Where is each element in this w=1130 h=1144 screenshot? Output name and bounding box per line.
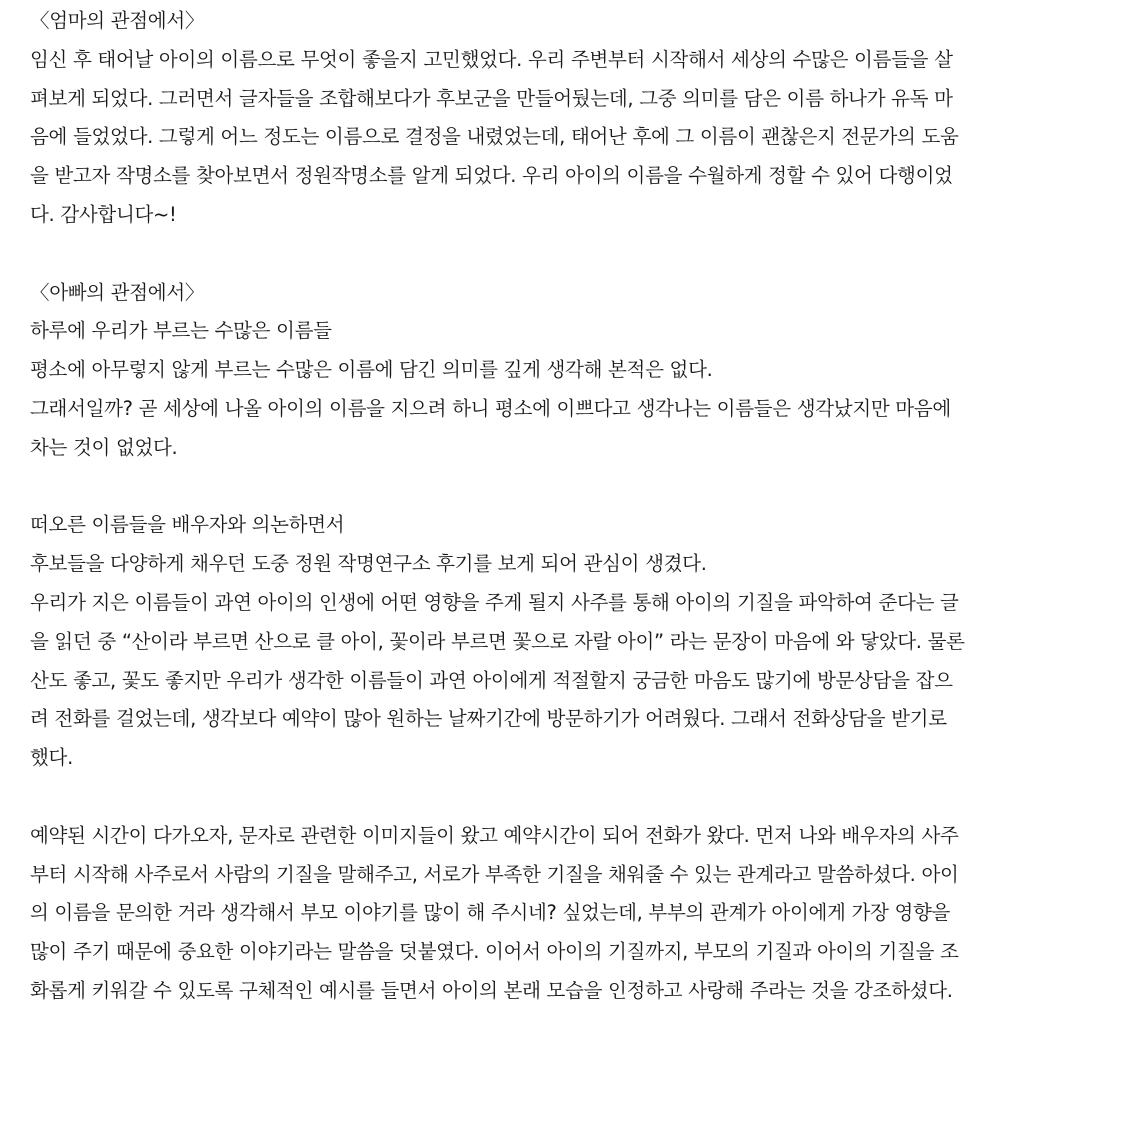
paragraph-line: 떠오른 이름들을 배우자와 의논하면서	[30, 513, 345, 537]
paragraph-line: 평소에 아무렇지 않게 부르는 수많은 이름에 담긴 의미를 깊게 생각해 본적은 없다.	[30, 358, 713, 382]
paragraph-line: 의 이름을 문의한 거라 생각해서 부모 이야기를 많이 해 주시네? 싶었는데, 부부의 관계가 아이에게 가장 영향을	[30, 901, 951, 925]
paragraph-line: 을 받고자 작명소를 찾아보면서 정원작명소를 알게 되었다. 우리 아이의 이름을 수월하게 정할 수 있어 다행이었	[30, 164, 953, 188]
paragraph-line: 음에 들었었다. 그렇게 어느 정도는 이름으로 결정을 내렸었는데, 태어난 후에 그 이름이 괜찮은지 전문가의 도움	[30, 125, 959, 149]
father-perspective-section	[30, 274, 1110, 468]
paragraph-line: 후보들을 다양하게 채우던 도중 정원 작명연구소 후기를 보게 되어 관심이 생겼다.	[30, 552, 707, 576]
paragraph-line: 우리가 지은 이름들이 과연 아이의 인생에 어떤 영향을 주게 될지 사주를 통해 아이의 기질을 파악하여 준다는 글	[30, 590, 959, 614]
paragraph-line: 부터 시작해 사주로서 사람의 기질을 말해주고, 서로가 부족한 기질을 채워줄 수 있는 관계라고 말씀하셨다. 아이	[30, 862, 959, 886]
discussion-section	[30, 506, 1110, 778]
paragraph-line: 예약된 시간이 다가오자, 문자로 관련한 이미지들이 왔고 예약시간이 되어 전화가 왔다. 먼저 나와 배우자의 사주	[30, 823, 959, 847]
blank-line	[30, 235, 1110, 274]
paragraph-line: 펴보게 되었다. 그러면서 글자들을 조합해보다가 후보군을 만들어뒀는데, 그중 의미를 담은 이름 하나가 유독 마	[30, 86, 953, 110]
paragraph-line: 을 읽던 중 “산이라 부르면 산으로 클 아이, 꽃이라 부르면 꽃으로 자랄 아이” 라는 문장이 마음에 와 닿았다. 물론	[30, 629, 965, 653]
paragraph-line: 산도 좋고, 꽃도 좋지만 우리가 생각한 이름들이 과연 아이에게 적절할지 궁금한 마음도 많기에 방문상담을 잡으	[30, 668, 953, 692]
section-heading: 〈엄마의 관점에서〉	[30, 9, 205, 32]
review-document	[30, 0, 1110, 1011]
mother-perspective-section	[30, 2, 1110, 235]
paragraph-line: 하루에 우리가 부르는 수많은 이름들	[30, 319, 332, 343]
paragraph-line: 그래서일까? 곧 세상에 나올 아이의 이름을 지으려 하니 평소에 이쁘다고 생각나는 이름들은 생각났지만 마음에	[30, 396, 951, 420]
paragraph-line: 차는 것이 없었다.	[30, 435, 178, 459]
blank-line	[30, 778, 1110, 817]
paragraph-line: 화롭게 키워갈 수 있도록 구체적인 예시를 들면서 아이의 본래 모습을 인정하고 사랑해 주라는 것을 강조하셨다.	[30, 978, 953, 1002]
consultation-section	[30, 817, 1110, 1011]
paragraph-line: 다. 감사합니다~!	[30, 202, 177, 226]
paragraph-line: 임신 후 태어날 아이의 이름으로 무엇이 좋을지 고민했었다. 우리 주변부터 시작해서 세상의 수많은 이름들을 살	[30, 47, 953, 71]
section-heading: 〈아빠의 관점에서〉	[30, 280, 205, 304]
paragraph-line: 했다.	[30, 746, 73, 770]
paragraph-line: 많이 주기 때문에 중요한 이야기라는 말씀을 덧붙였다. 이어서 아이의 기질까지, 부모의 기질과 아이의 기질을 조	[30, 940, 959, 964]
blank-line	[30, 468, 1110, 507]
paragraph-line: 려 전화를 걸었는데, 생각보다 예약이 많아 원하는 날짜기간에 방문하기가 어려웠다. 그래서 전화상담을 받기로	[30, 707, 947, 731]
